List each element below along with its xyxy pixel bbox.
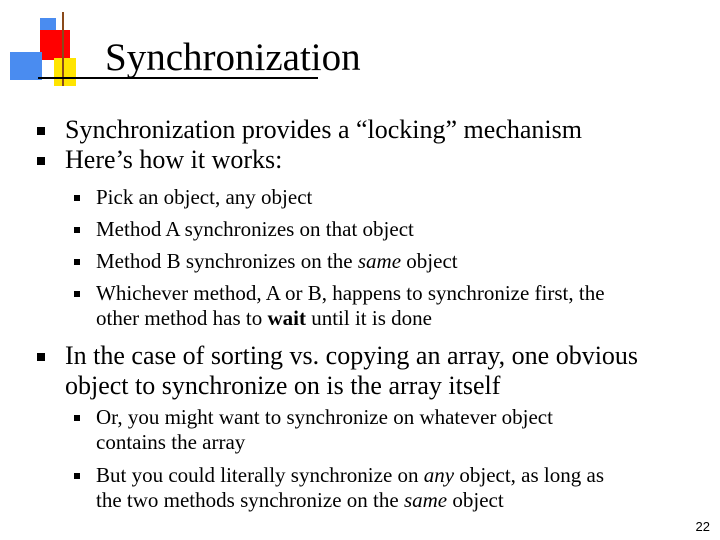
sub-bullet-text: Whichever method, A or B, happens to synchronize first, the other method has to wait until it is done — [96, 281, 605, 330]
bullet-text: In the case of sorting vs. copying an array, one obvious object to synchronize on is the array itself — [65, 341, 639, 400]
logo-blue-left-square — [10, 52, 42, 80]
square-bullet-icon — [74, 195, 80, 201]
sub-bullet-text: But you could literally synchronize on any object, as long as the two methods synchronize on the same object — [96, 463, 604, 512]
slide-logo — [10, 12, 100, 84]
bullet-text: Here’s how it works: — [65, 145, 283, 174]
sub-bullet-text: Pick an object, any object — [96, 185, 313, 209]
logo-red-square — [40, 30, 70, 60]
square-bullet-icon — [37, 353, 45, 361]
slide-title: Synchronization — [105, 36, 361, 79]
square-bullet-icon — [74, 415, 80, 421]
square-bullet-icon — [37, 127, 45, 135]
logo-yellow-square — [54, 58, 76, 86]
page-number: 22 — [695, 519, 710, 534]
square-bullet-icon — [74, 291, 80, 297]
sub-bullet-whichever-method — [74, 281, 605, 330]
emphasis-wait: wait — [267, 306, 306, 330]
sub-bullet-any-object — [74, 463, 604, 512]
sub-bullet-text: Or, you might want to synchronize on whatever object contains the array — [96, 405, 553, 454]
emphasis-any: any — [423, 463, 455, 487]
sub-bullet-method-a — [74, 217, 414, 241]
sub-bullet-text: Method A synchronizes on that object — [96, 217, 414, 241]
sub-bullet-text: Method B synchronizes on the same object — [96, 249, 458, 273]
sub-bullet-pick-object — [74, 185, 313, 209]
bullet-locking-mechanism — [37, 115, 582, 144]
logo-vertical-line — [62, 12, 64, 86]
bullet-how-it-works — [37, 145, 283, 174]
sub-bullet-containing-object — [74, 405, 553, 454]
square-bullet-icon — [37, 157, 45, 165]
emphasis-same: same — [357, 249, 402, 273]
square-bullet-icon — [74, 259, 80, 265]
sub-bullet-method-b — [74, 249, 458, 273]
square-bullet-icon — [74, 227, 80, 233]
square-bullet-icon — [74, 473, 80, 479]
bullet-text: Synchronization provides a “locking” mechanism — [65, 115, 582, 144]
bullet-sorting-vs-copying — [37, 341, 639, 400]
emphasis-same: same — [403, 488, 448, 512]
